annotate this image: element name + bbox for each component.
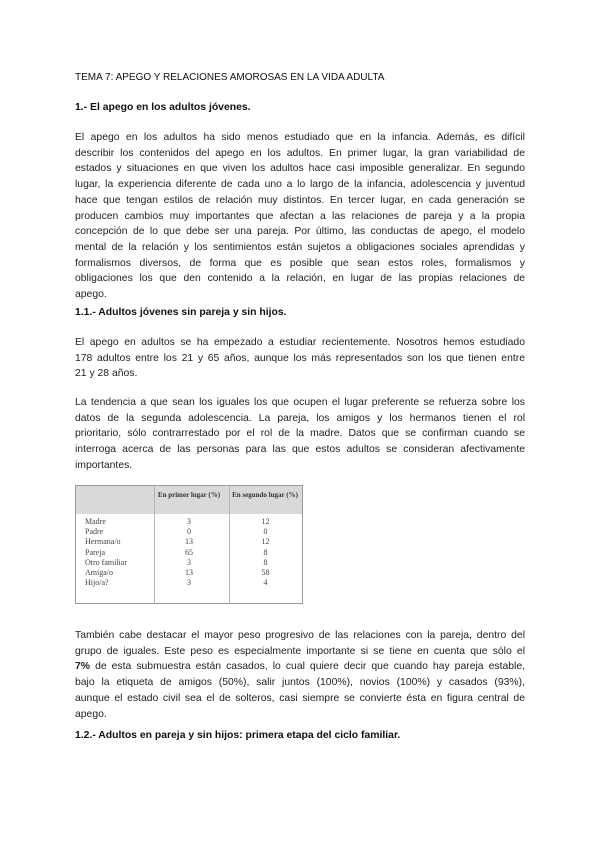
paragraph-line: mental de la relación y los sentimientos están sujetos a obligaciones sociales aprendidas y (75, 241, 525, 253)
table-header-second-place: En segundo lugar (%) (232, 491, 298, 499)
paragraph-line: interroga acerca de las personas para las que estos adultos se consideran afectivamente (75, 444, 525, 456)
paragraph-line: aunque el estado civil sea el de solteros, casi siempre se convierte ésta en figura central de (75, 692, 525, 704)
paragraph-line: hace que tengan estilos de relación muy distintos. En tercer lugar, en cada generación se (75, 194, 525, 206)
paragraph-line: lugar, la experiencia diferente de cada uno a lo largo de la infancia, adolescencia y juventud (75, 179, 525, 191)
paragraph-line: La tendencia a que sean los iguales los que ocupen el lugar preferente se refuerza sobre los (75, 397, 525, 408)
paragraph-line: importantes. (75, 459, 133, 471)
table-row: Hermana/o 13 12 (85, 537, 270, 547)
paragraph-line (75, 659, 525, 675)
paragraph-line: formalismos diversos, de forma que es posible que sean estos roles, formalismos y (75, 257, 525, 269)
paragraph-line: estados y situaciones en que viven los adultos hace casi imposible generalizar. En segundo (75, 163, 525, 175)
table-row: Otro familiar 3 8 (85, 557, 268, 567)
paragraph-line: bajo la etiqueta de amigos (50%), salir juntos (100%), novios (100%) y casados (93%), (75, 677, 525, 689)
paragraph-line: apego. (75, 289, 107, 300)
paragraph-line: 178 adultos entre los 21 y 65 años, aunque los más representados son los que tienen entre (75, 352, 525, 364)
paragraph-line: datos de la segunda adolescencia. La pareja, los amigos y los hermanos tienen el rol (75, 412, 525, 424)
table-row: Madre 3 12 (85, 517, 270, 526)
document-title: TEMA 7: APEGO Y RELACIONES AMOROSAS EN LA VIDA ADULTA (75, 72, 385, 83)
paragraph-line: El apego en adultos se ha empezado a estudiar recientemente. Nosotros hemos estudiado (75, 337, 525, 348)
paragraph-line: obligaciones los que den contenido a la relación, en lugar de las propias relaciones de (75, 273, 525, 285)
table-row: Pareja 65 8 (85, 547, 268, 557)
paragraph-line: El apego en los adultos ha sido menos estudiado que en la infancia. Además, es difícil (75, 132, 525, 143)
table-header-first-place: En primer lugar (%) (157, 491, 221, 499)
section-1-2-heading: 1.2.- Adultos en pareja y sin hijos: primera etapa del ciclo familiar. (75, 730, 401, 741)
paragraph-line: grupo de iguales. Este peso es especialmente importante si se tiene en cuenta que sólo el (75, 645, 525, 657)
paragraph-line: prioritario, sólo contrarrestado por el rol de la madre. Datos que se confirman cuando se (75, 428, 525, 440)
highlight-percentage: 7% (75, 661, 91, 673)
table-body (76, 517, 302, 588)
paragraph-line: 21 y 28 años. (75, 368, 138, 380)
paragraph-line: concepción de lo que debe ser una pareja. Por último, las conductas de apego, el modelo (75, 226, 525, 238)
table-row: Padre 0 0 (85, 527, 268, 537)
paragraph-line: apego. (75, 708, 107, 720)
paragraph-line: producen cambios muy importantes que afectan a las relaciones de pareja y a la propia (75, 210, 525, 222)
section-1-1-heading: 1.1.- Adultos jóvenes sin pareja y sin hijos. (75, 307, 287, 318)
paragraph-line: describir los contenidos del apego en los adultos. En primer lugar, la gran variabilidad de (75, 147, 525, 159)
table-row: Hijo/a? 3 4 (85, 578, 268, 588)
table-header (76, 486, 302, 514)
section-1-heading: 1.- El apego en los adultos jóvenes. (75, 102, 251, 113)
table-row: Amiga/o 13 58 (85, 567, 270, 577)
paragraph-line-rest: de esta submuestra están casados, lo cual quiere decir que cuando hay pareja estable, (90, 661, 525, 673)
attachment-figures-table (75, 485, 303, 604)
paragraph-line: También cabe destacar el mayor peso progresivo de las relaciones con la pareja, dentro del (75, 630, 525, 641)
